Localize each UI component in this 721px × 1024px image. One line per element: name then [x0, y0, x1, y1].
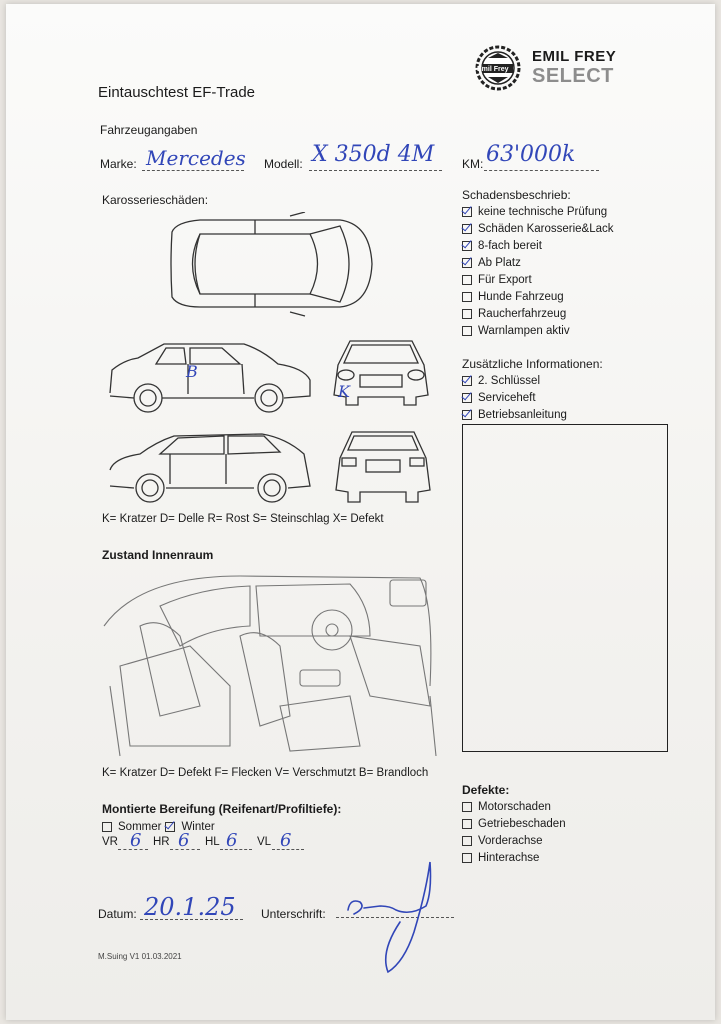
tire-depth-row — [102, 836, 118, 848]
checkbox[interactable] — [462, 292, 472, 302]
damage-item[interactable]: 8-fach bereit — [462, 237, 614, 254]
km-value[interactable]: 63'000k — [486, 142, 576, 167]
hr-label: HR — [153, 836, 170, 848]
winter-label: Winter — [181, 820, 215, 833]
car-rear-view-diagram[interactable] — [330, 428, 436, 504]
damage-item[interactable]: Schäden Karosserie&Lack — [462, 220, 614, 237]
defects-list — [462, 798, 566, 866]
datum-label: Datum: — [98, 907, 137, 921]
vehicle-section-title: Fahrzeugangaben — [100, 123, 198, 137]
body-mark-k: K — [338, 382, 350, 401]
defect-item[interactable]: Vorderachse — [462, 832, 566, 849]
additional-item[interactable]: Betriebsanleitung — [462, 406, 567, 423]
hl-label: HL — [205, 836, 220, 848]
checkbox[interactable] — [462, 819, 472, 829]
damage-item[interactable]: Raucherfahrzeug — [462, 305, 614, 322]
checkbox[interactable] — [462, 224, 472, 234]
logo-line1: EMIL FREY — [532, 48, 617, 65]
signature-scribble-icon[interactable] — [340, 852, 440, 976]
car-interior-diagram[interactable] — [100, 566, 440, 761]
vr-value[interactable]: 6 — [130, 830, 142, 851]
damage-item[interactable]: Warnlampen aktiv — [462, 322, 614, 339]
damage-description-list — [462, 203, 614, 339]
additional-item[interactable]: Serviceheft — [462, 389, 567, 406]
checkbox[interactable] — [462, 410, 472, 420]
checkbox[interactable] — [462, 275, 472, 285]
checkbox[interactable] — [462, 326, 472, 336]
marke-value[interactable]: Mercedes — [146, 146, 246, 170]
defect-item[interactable]: Hinterachse — [462, 849, 566, 866]
body-mark-b: B — [186, 362, 198, 381]
additional-info-title: Zusätzliche Informationen: — [462, 357, 603, 371]
damage-item[interactable]: Hunde Fahrzeug — [462, 288, 614, 305]
interior-legend: K= Kratzer D= Defekt F= Flecken V= Verschmutzt B= Brandloch — [102, 767, 429, 779]
additional-info-list — [462, 372, 567, 423]
body-damage-legend: K= Kratzer D= Delle R= Rost S= Steinschlag X= Defekt — [102, 513, 384, 525]
checkbox[interactable] — [462, 853, 472, 863]
additional-item[interactable]: 2. Schlüssel — [462, 372, 567, 389]
hr-value[interactable]: 6 — [178, 830, 190, 851]
checkbox[interactable] — [462, 376, 472, 386]
checkbox[interactable] — [462, 836, 472, 846]
winter-checkbox[interactable] — [165, 822, 175, 832]
hl-value[interactable]: 6 — [226, 830, 238, 851]
modell-label: Modell: — [264, 157, 303, 171]
notes-box[interactable] — [462, 424, 668, 752]
checkbox[interactable] — [462, 241, 472, 251]
form-title: Eintauschtest EF-Trade — [98, 84, 256, 101]
modell-value[interactable]: X 350d 4M — [312, 142, 435, 167]
checkbox[interactable] — [462, 802, 472, 812]
vl-label: VL — [257, 836, 272, 848]
defect-item[interactable]: Motorschaden — [462, 798, 566, 815]
sommer-checkbox[interactable] — [102, 822, 112, 832]
body-damage-title: Karosserieschäden: — [102, 193, 209, 207]
damage-item[interactable]: Für Export — [462, 271, 614, 288]
defects-title: Defekte: — [462, 783, 510, 797]
logo-emblem-text: Emil Frey — [477, 66, 509, 73]
damage-description-title: Schadensbeschrieb: — [462, 188, 571, 202]
sommer-label: Sommer — [118, 820, 162, 833]
damage-item[interactable]: Ab Platz — [462, 254, 614, 271]
checkbox[interactable] — [462, 309, 472, 319]
car-side-view-right-diagram[interactable] — [104, 428, 316, 508]
damage-item[interactable]: keine technische Prüfung — [462, 203, 614, 220]
checkbox[interactable] — [462, 393, 472, 403]
datum-value[interactable]: 20.1.25 — [144, 893, 236, 921]
vl-value[interactable]: 6 — [280, 830, 292, 851]
km-label: KM: — [462, 157, 484, 171]
vr-label: VR — [102, 836, 118, 848]
interior-title: Zustand Innenraum — [102, 548, 214, 562]
version-note: M.Suing V1 01.03.2021 — [98, 952, 182, 961]
tire-type-row — [102, 818, 215, 835]
logo-line2: SELECT — [532, 65, 614, 87]
defect-item[interactable]: Getriebeschaden — [462, 815, 566, 832]
tires-title: Montierte Bereifung (Reifenart/Profiltiefe): — [102, 802, 342, 816]
checkbox[interactable] — [462, 258, 472, 268]
marke-label: Marke: — [100, 157, 137, 171]
car-top-view-diagram[interactable] — [160, 212, 380, 317]
car-side-view-left-diagram[interactable] — [104, 338, 316, 418]
signature-label: Unterschrift: — [261, 907, 326, 921]
checkbox[interactable] — [462, 207, 472, 217]
